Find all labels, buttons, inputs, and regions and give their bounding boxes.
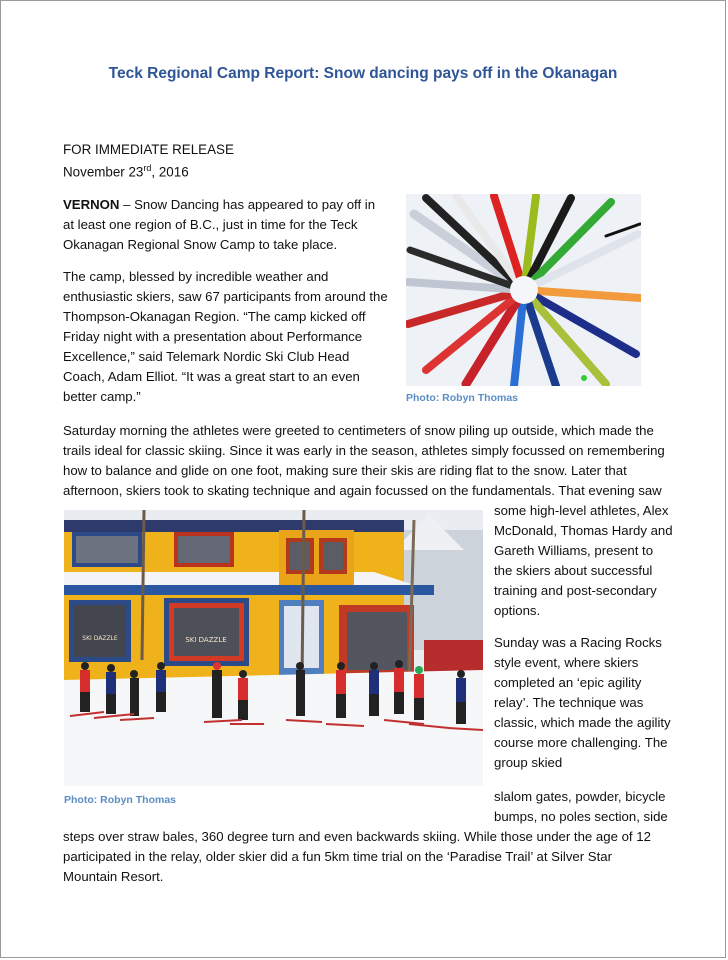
paragraph-saturday: Saturday morning the athletes were greeted to centimeters of snow piling up outside, which made the trails ideal for classic skiing. Since it was early in the season, athletes simply focussed on remembering how to balance and glide on one foot, making sure their skis are riding flat to the snow. Later that afternoon, skiers took to skating technique and again focussed on the fundamentals. That evening saw bbox=[63, 423, 665, 498]
release-label: FOR IMMEDIATE RELEASE bbox=[63, 142, 234, 157]
lodge-skiers-photo bbox=[64, 510, 483, 786]
dateline: VERNON bbox=[63, 197, 120, 212]
paragraph-sunday-end: steps over straw bales, 360 degree turn and even backwards skiing. While those under the age of 12 participated in the relay, older skier did a fun 5km time trial on the ‘Paradise Trail’ at Silver Star Mountain Resort. bbox=[63, 829, 651, 884]
skis-star-photo bbox=[406, 194, 641, 386]
release-block bbox=[63, 141, 234, 181]
sign-right: SKI DAZZLE bbox=[185, 636, 227, 644]
photo-caption-2: Photo: Robyn Thomas bbox=[64, 794, 176, 806]
paragraph-evening-cont: some high-level athletes, Alex McDonald, Thomas Hardy and Gareth Williams, present to the skiers about successful training and post-secondary options. bbox=[494, 503, 673, 618]
sign-left: SKI DAZZLE bbox=[82, 635, 118, 642]
release-date: November 23rd, 2016 bbox=[63, 163, 189, 180]
paragraph-camp: The camp, blessed by incredible weather and enthusiastic skiers, saw 67 participants from around the Thompson-Okanagan Region. “The camp kicked off Friday night with a presentation about Performance Excellence,” said Telemark Nordic Ski Club Head Coach, Adam Elliot. “It was a great start to an even better camp.” bbox=[63, 269, 388, 404]
paragraph-sunday: Sunday was a Racing Rocks style event, where skiers completed an ‘epic agility relay’. The technique was classic, which made the agility course more challenging. The group skied bbox=[494, 635, 671, 770]
photo-caption: Photo: Robyn Thomas bbox=[406, 392, 518, 404]
paragraph-sunday-cont: slalom gates, powder, bicycle bumps, no poles section, side bbox=[494, 789, 668, 824]
page-title: Teck Regional Camp Report: Snow dancing pays off in the Okanagan bbox=[108, 65, 618, 82]
paragraph-intro: VERNON – Snow Dancing has appeared to pay off in at least one region of B.C., just in time for the Teck Okanagan Regional Snow Camp to take place. bbox=[63, 197, 376, 252]
